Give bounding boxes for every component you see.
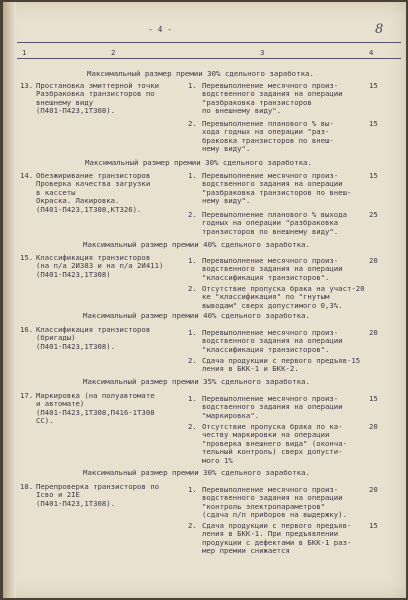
operation-name: Простановка эмиттерной точки Разбраковка транзисторов по внешнему виду (П401-П423,1Т308). [36, 81, 160, 116]
condition-number: 1. [188, 256, 197, 265]
operation-name: Классификация транзисторов (бригады) (П401-П423,1Т308). [36, 325, 151, 351]
condition-text: Отсутствие пропуска брака по ка- честву маркировки на операции "проверка внешнего вида" (оконча- тельный контроль) сверх допусти- мого 1% [202, 422, 347, 465]
premium-percent: 20 [369, 422, 378, 431]
operation-name: Перепроверка транзисторов по Iсво и 2IЕ (П401-П423,1Т308). [36, 482, 160, 508]
condition-number: 2. [188, 210, 197, 219]
handwritten-page-mark: 8 [375, 22, 384, 37]
premium-percent: 15 [369, 394, 378, 403]
condition-text: Перевыполнение месячного произ- водственного задания на операции "маркировка". [202, 394, 343, 420]
condition-number: 1. [188, 328, 197, 337]
condition-number: 1. [188, 81, 197, 90]
condition-number: 2. [188, 422, 197, 431]
item-number: 16. [20, 325, 34, 334]
page-number: - 4 - [148, 25, 173, 34]
operation-name: Обезжиривание транзисторов Проверка качества загрузки в кассеты Окраска. Лакировка. (П401-П423,1Т308,КТ326). [36, 171, 151, 214]
column-number-3: 3 [260, 48, 265, 57]
condition-text: Сдача продукции с первого предъяв-15 ления в БКК-1 и БКК-2. [202, 356, 361, 374]
condition-number: 1. [188, 171, 197, 180]
premium-percent: 25 [369, 210, 378, 219]
table-top-rule [17, 42, 401, 43]
operation-name: Маркировка (на полуавтомате и автомате) (П401-П423,1Т308,П416-1Т308 СС). [36, 391, 155, 426]
section-heading: Максимальный размер премии 30% сдельного заработка. [85, 158, 312, 167]
condition-text: Перевыполнение месячного произ- водственного задания на операции "классификация транзисторов". [202, 328, 343, 354]
premium-percent: 15 [369, 81, 378, 90]
document-page [3, 2, 406, 598]
item-number: 18. [20, 482, 34, 491]
condition-text: Сдача продукции с первого предъяв- ления в БКК-1. При предъявлении продукции с дефектами в БКК-1 раз- мер премии снижается [202, 521, 352, 556]
item-number: 15. [20, 253, 34, 262]
condition-number: 2. [188, 356, 197, 365]
column-number-4: 4 [369, 48, 374, 57]
section-heading: Максимальный размер премии 40% сдельного заработка. [83, 311, 310, 320]
column-number-2: 2 [111, 48, 116, 57]
section-heading: Максимальный размер премии 40% сдельного заработка. [83, 240, 310, 249]
condition-text: Перевыполнение месячного произ- водственного задания на операции "контроль электропараметров" (сдача п/п приборов на выдержку). [202, 485, 347, 520]
condition-text: Перевыполнение месячного произ- водственного задания на операции "разбраковка транзисторов по внешнему виду". [202, 81, 343, 116]
section-heading: Максимальный размер премии 35% сдельного заработка. [83, 377, 310, 386]
column-number-1: 1 [22, 48, 27, 57]
premium-percent: 20 [369, 256, 378, 265]
condition-text: Перевыполнение планового % вы- хода годных на операции "раз- браковка транзисторов по внеш- нему виду". [202, 119, 334, 154]
condition-text: Перевыполнение месячного произ- водственного задания на операции "классификация транзисторов". [202, 256, 343, 282]
table-header-rule [17, 58, 401, 59]
condition-text: Перевыполнение месячного произ- водственного задания на операции "разбраковка транзисторов по внеш- нему виду". [202, 171, 352, 206]
premium-percent: 15 [369, 119, 378, 128]
condition-number: 2. [188, 119, 197, 128]
binding-edge [3, 2, 16, 598]
item-number: 13. [20, 81, 34, 90]
premium-percent: 20 [369, 328, 378, 337]
premium-percent: 15 [369, 171, 378, 180]
premium-percent: 15 [369, 521, 378, 530]
premium-percent: 20 [369, 485, 378, 494]
condition-number: 1. [188, 394, 197, 403]
condition-number: 2. [188, 284, 197, 293]
section-heading: Максимальный размер премии 30% сдельного заработка. [83, 468, 310, 477]
condition-text: Отсутствие пропуска брака на участ-20 ке "классификация" по "гнутым выводам" сверх допустимого 0,3%. [202, 284, 365, 310]
item-number: 17. [20, 391, 34, 400]
condition-number: 2. [188, 521, 197, 530]
condition-number: 1. [188, 485, 197, 494]
condition-text: Перевыполнение планового % выхода годных на операции "разбраковка транзисторов по внешнему виду". [202, 210, 347, 236]
operation-name: Классификация транзисторов (на п/а 2И383 и на п/а 2И411) (П401-П423,1Т308) [36, 253, 164, 279]
section-heading: Максимальный размер премии 30% сдельного заработка. [87, 69, 314, 78]
item-number: 14. [20, 171, 34, 180]
